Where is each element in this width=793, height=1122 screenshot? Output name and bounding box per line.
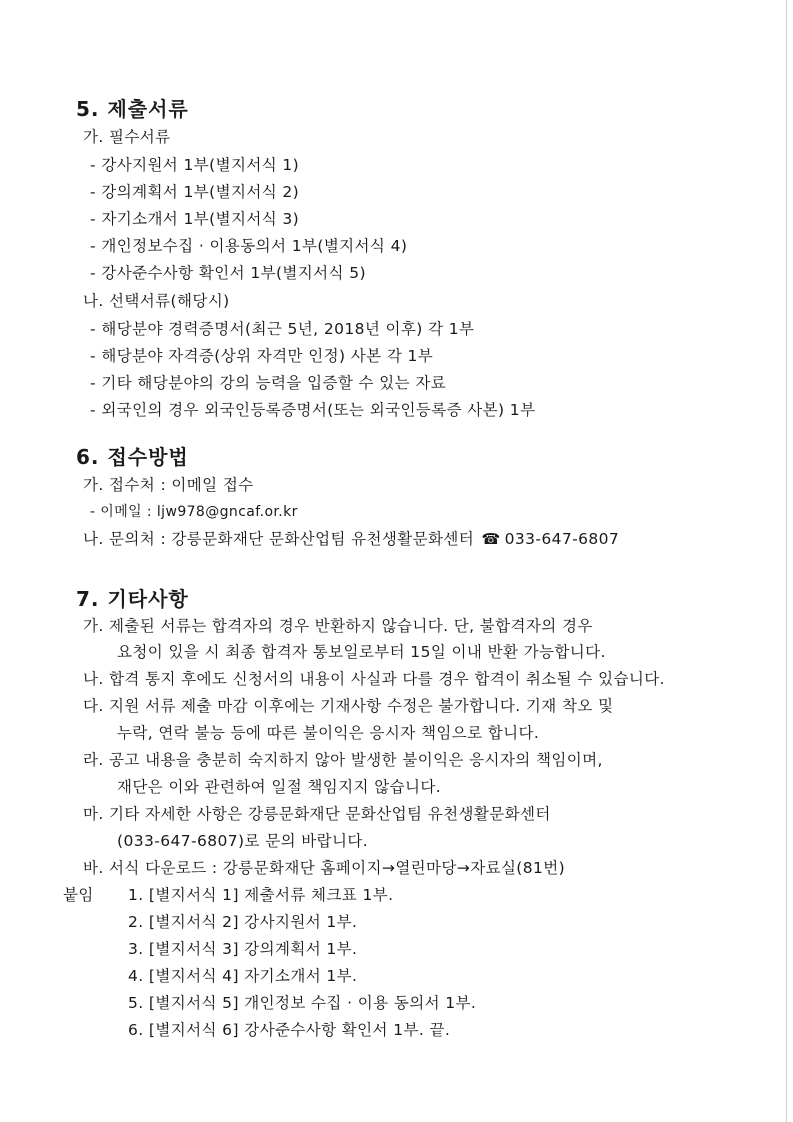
required-doc-item: - 강사지원서 1부(별지서식 1) [90,156,300,174]
misc-item-cont: (033-647-6807)로 문의 바랍니다. [117,832,369,850]
contact-text: 나. 문의처 : 강릉문화재단 문화산업팀 유천생활문화센터 [83,530,475,548]
misc-item: 라. 공고 내용을 충분히 숙지하지 않아 발생한 불이익은 응시자의 책임이며, [83,751,603,769]
required-doc-item: - 강사준수사항 확인서 1부(별지서식 5) [90,264,366,282]
misc-item-cont: 요청이 있을 시 최종 합격자 통보일로부터 15일 이내 반환 가능합니다. [117,643,606,661]
misc-item: 바. 서식 다운로드 : 강릉문화재단 홈페이지→열린마당→자료실(81번) [83,859,566,877]
optional-doc-item: - 해당분야 자격증(상위 자격만 인정) 사본 각 1부 [90,347,434,365]
attachment-item: 2. [별지서식 2] 강사지원서 1부. [128,913,358,931]
section-7-title: 7. 기타사항 [76,587,189,611]
attachment-item: 6. [별지서식 6] 강사준수사항 확인서 1부. 끝. [128,1021,451,1039]
attachment-item: 1. [별지서식 1] 제출서류 체크표 1부. [128,886,394,904]
email-line: - 이메일 : ljw978@gncaf.or.kr [90,504,298,520]
misc-item-cont: 재단은 이와 관련하여 일절 책임지지 않습니다. [117,778,442,796]
contact-line [83,527,619,549]
page-edge [786,0,787,1122]
attachment-item: 4. [별지서식 4] 자기소개서 1부. [128,967,358,985]
attachment-item: 3. [별지서식 3] 강의계획서 1부. [128,940,358,958]
misc-item: 나. 합격 통지 후에도 신청서의 내용이 사실과 다를 경우 합격이 취소될 수 있습니다. [83,670,665,688]
misc-item: 다. 지원 서류 제출 마감 이후에는 기재사항 수정은 불가합니다. 기재 착오 및 [83,697,614,715]
required-docs-heading: 가. 필수서류 [83,128,171,146]
optional-doc-item: - 기타 해당분야의 강의 능력을 입증할 수 있는 자료 [90,374,447,392]
misc-item: 가. 제출된 서류는 합격자의 경우 반환하지 않습니다. 단, 불합격자의 경우 [83,617,593,635]
optional-doc-item: - 외국인의 경우 외국인등록증명서(또는 외국인등록증 사본) 1부 [90,401,536,419]
misc-item-cont: 누락, 연락 불능 등에 따른 불이익은 응시자 책임으로 합니다. [117,724,540,742]
attachments-label: 붙임 [63,886,94,904]
required-doc-item: - 자기소개서 1부(별지서식 3) [90,210,300,228]
reception-method: 가. 접수처 : 이메일 접수 [83,476,254,494]
phone-icon: ☎ [481,530,501,548]
attachment-item: 5. [별지서식 5] 개인정보 수집 · 이용 동의서 1부. [128,994,477,1012]
optional-doc-item: - 해당분야 경력증명서(최근 5년, 2018년 이후) 각 1부 [90,320,475,338]
required-doc-item: - 개인정보수집 · 이용동의서 1부(별지서식 4) [90,237,408,255]
section-5-title: 5. 제출서류 [76,97,189,121]
optional-docs-heading: 나. 선택서류(해당시) [83,292,230,310]
section-6-title: 6. 접수방법 [76,445,189,469]
contact-phone: 033-647-6807 [504,530,620,548]
misc-item: 마. 기타 자세한 사항은 강릉문화재단 문화산업팀 유천생활문화센터 [83,805,551,823]
required-doc-item: - 강의계획서 1부(별지서식 2) [90,183,300,201]
